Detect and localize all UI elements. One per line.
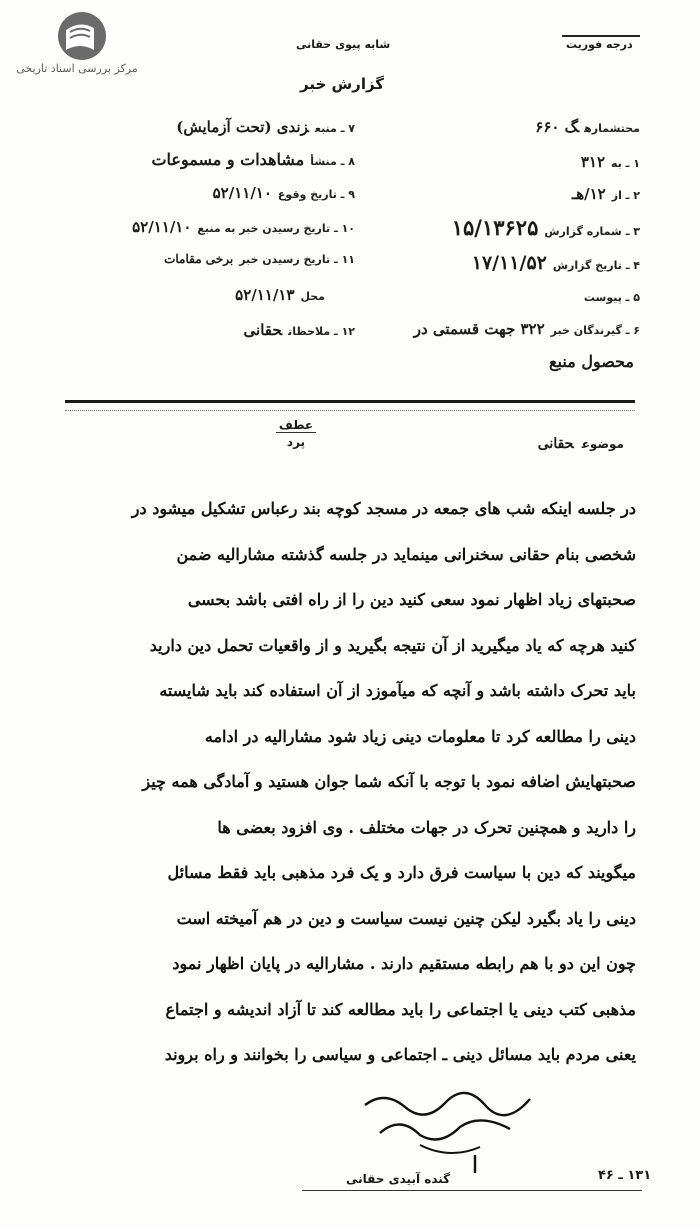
priority-underline xyxy=(562,35,640,37)
body-line: مذهبی کتب دینی یا اجتماعی را باید مطالعه کند تا آزاد اندیشه و اجتماع xyxy=(165,999,636,1019)
field-label: محتشماره xyxy=(584,122,640,135)
field-label: ۹ ـ تاریخ وقوع xyxy=(277,188,355,201)
reference-mark xyxy=(276,418,316,449)
body-line: در جلسه اینکه شب های جمعه در مسجد کوچه بند رعباس تشکیل میشود در xyxy=(131,499,636,518)
origin-field xyxy=(151,150,355,169)
received-by-source-field xyxy=(132,218,355,236)
department-label: شابه پیوی حقانی xyxy=(296,38,391,51)
field-value: زندی (تحت آزمایش) xyxy=(176,118,309,136)
report-title: گزارش خبر xyxy=(300,75,385,93)
file-number-field xyxy=(535,118,640,136)
logo-text: مرکز بررسی اسناد تاریخی xyxy=(16,62,138,75)
field-label: ۵ ـ پیوست xyxy=(583,291,640,304)
field-label: ۱۰ ـ تاریخ رسیدن خبر به منبع xyxy=(197,222,355,235)
occurrence-date-field xyxy=(213,184,355,202)
field-label: ۸ ـ منشأ xyxy=(310,155,355,168)
field-label: ۳ ـ شماره گزارش xyxy=(544,225,640,238)
body-line: دینی را مطالعه کرد تا معلومات دینی زیاد شود مشارالیه در ادامه xyxy=(204,726,636,746)
footer-rule xyxy=(302,1190,642,1191)
reference-line-2: پرد xyxy=(286,435,306,449)
body-line: دینی را یاد بگیرد لیکن چنین نیست سیاست و دین در هم آمیخته است xyxy=(176,908,636,928)
body-line: باید تحرک داشته باشد و آنچه که میآموزد از آن استفاده کند باید شایسته xyxy=(159,681,636,700)
field-value: برخی مقامات xyxy=(164,252,234,266)
subject-value: حقانی xyxy=(537,436,574,452)
recipients-field xyxy=(414,320,640,338)
field-value: ۱۷/۱۱/۵۲ xyxy=(471,252,547,274)
location-field xyxy=(235,286,325,304)
priority-label: درجه فوریت xyxy=(566,38,633,51)
header-divider xyxy=(65,400,635,403)
footer-label: گنده آبیدی حقانی xyxy=(346,1172,451,1186)
body-line: را دارید و همچنین تحرک در جهات مختلف . وی افزود بعضی ها xyxy=(217,817,636,837)
dotted-divider xyxy=(65,410,635,411)
field-value: ۵۲/۱۱/۱۰ xyxy=(132,218,192,236)
body-line: میگویند که دین با سیاست فرق دارد و یک فرد مذهبی باید فقط مسائل xyxy=(167,863,636,882)
body-line: چون این دو با هم رابطه مستقیم دارند . مشارالیه در پایان اظهار نمود xyxy=(172,954,636,973)
report-number-field xyxy=(452,215,640,240)
book-logo-icon xyxy=(56,10,108,62)
field-value: ۳۱۲ xyxy=(580,153,606,171)
field-label: ۴ ـ تاریخ گزارش xyxy=(552,259,640,272)
field-value: ۵۲/۱۱/۱۰ xyxy=(212,184,272,202)
archive-logo xyxy=(12,10,142,80)
field-value: ۳۲۲ جهت قسمتی در xyxy=(413,320,545,338)
field-label: محل xyxy=(300,290,325,303)
field-label: ۱ ـ به xyxy=(611,157,640,170)
report-date-field xyxy=(472,252,640,274)
subject-label: موضوع xyxy=(581,437,624,451)
body-line: کنید هرچه که یاد میگیرید از آن نتیجه بگیرید و از واقعیات تحمل دین دارید xyxy=(149,635,636,655)
body-line: یعنی مردم باید مسائل دینی ـ اجتماعی و سیاسی را بخوانند و راه بروند xyxy=(164,1045,636,1064)
body-line: صحبتهای زیاد اظهار نمود سعی کنید دین را از راه افتی باشد بحسی xyxy=(187,590,636,609)
subject-line xyxy=(538,436,624,452)
field-label: ۲ ـ از xyxy=(611,189,640,202)
field-value: مشاهدات و مسموعات xyxy=(151,150,305,169)
footer-number: ۱۳۱ ـ ۴۶ xyxy=(598,1168,652,1183)
field-label: ۱۲ ـ ملاحظات xyxy=(288,325,355,338)
field-value: ۵۲/۱۱/۱۳ xyxy=(235,286,295,304)
body-line: صحبتهایش اضافه نمود با توجه با آنکه شما جوان هستید و آمادگی همه چیز xyxy=(142,772,636,791)
reference-line-1: عطف xyxy=(276,418,316,433)
source-field xyxy=(176,118,355,136)
handwritten-signature xyxy=(360,1085,540,1175)
to-field xyxy=(581,153,640,171)
field-label: ۶ ـ گیرندگان خبر xyxy=(550,324,640,337)
field-label: ۱۱ ـ تاریخ رسیدن خبر xyxy=(239,253,355,266)
received-date-field xyxy=(164,252,355,267)
remarks-field xyxy=(244,321,355,339)
field-value: گ ۶۶۰ xyxy=(535,118,579,136)
from-field xyxy=(572,185,640,203)
field-value: ۱۵/۱۳۶۲۵ xyxy=(451,215,539,240)
field-value: ۱۲/هـ xyxy=(571,185,606,203)
attachment-field xyxy=(578,287,640,305)
body-line: شخصی بنام حقانی سخنرانی مینماید در جلسه گذشته مشارالیه ضمن xyxy=(176,544,636,564)
field-value: محصول منبع xyxy=(549,352,634,371)
report-body xyxy=(46,486,636,1078)
field-value: حقانی xyxy=(243,321,283,339)
field-label: ۷ ـ منبع xyxy=(314,122,355,135)
recipients-continued xyxy=(549,352,640,371)
